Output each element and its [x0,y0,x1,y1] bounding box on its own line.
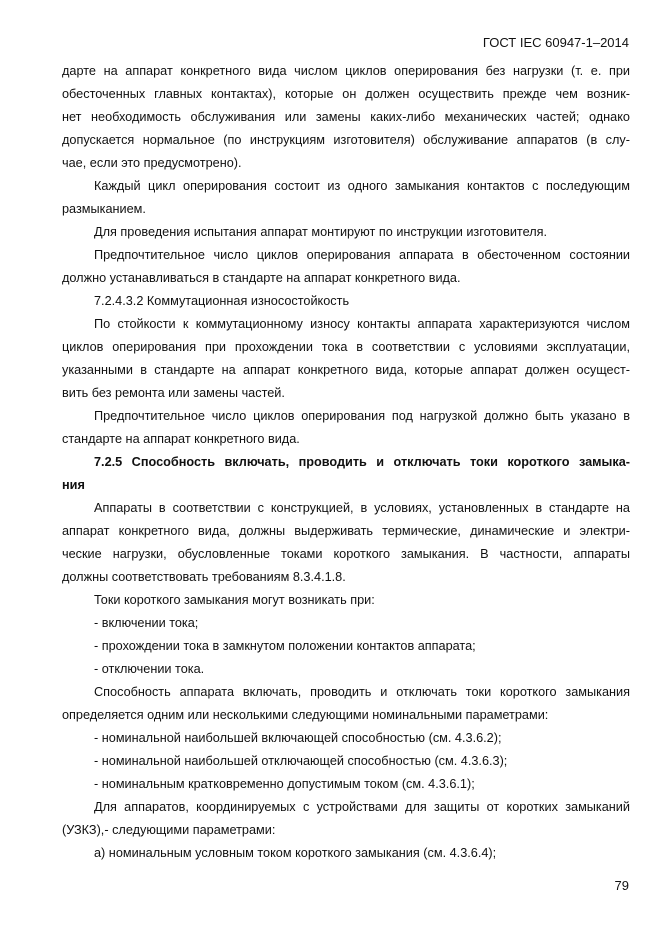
list-item: а) номинальным условным током короткого замыкания (см. 4.3.6.4); [94,846,497,860]
text-line: указанными в стандарте на аппарат конкретного вида, которые аппарат должен осущест- [62,363,630,377]
text-line: Аппараты в соответствии с конструкцией, в условиях, установленных в стандарте на [94,501,630,515]
text-line: размыканием. [62,202,146,216]
document-header: ГОСТ IEC 60947-1–2014 [482,35,629,50]
section-heading-7-2-5-continued: ния [62,478,85,492]
text-line: вить без ремонта или замены частей. [62,386,285,400]
list-item: - номинальным кратковременно допустимым током (см. 4.3.6.1); [94,777,475,791]
text-line: стандарте на аппарат конкретного вида. [62,432,300,446]
list-item: - включении тока; [94,616,199,630]
text-line: аппарат конкретного вида, должны выдерживать термические, динамические и электри- [62,524,630,538]
text-line: Предпочтительное число циклов оперирования под нагрузкой должно быть указано в [94,409,630,423]
text-line: По стойкости к коммутационному износу контакты аппарата характеризуются числом [94,317,630,331]
text-line: допускается нормальное (по инструкциям изготовителя) обслуживание аппаратов (в слу- [62,133,630,147]
text-line: циклов оперирования при прохождении тока в соответствии с условиями эксплуатации, [62,340,630,354]
text-line: Для аппаратов, координируемых с устройствами для защиты от коротких замыканий [94,800,630,814]
text-line: нет необходимость обслуживания или замены каких-либо механических частей; однако [62,110,630,124]
text-line: ческие нагрузки, обусловленные токами короткого замыкания. В частности, аппараты [62,547,630,561]
text-line: Для проведения испытания аппарат монтируют по инструкции изготовителя. [94,225,548,239]
list-item: - отключении тока. [94,662,205,676]
text-line: Токи короткого замыкания могут возникать при: [94,593,375,607]
list-item: - номинальной наибольшей включающей способностью (см. 4.3.6.2); [94,731,502,745]
list-item: - номинальной наибольшей отключающей способностью (см. 4.3.6.3); [94,754,508,768]
text-line: Предпочтительное число циклов оперирования аппарата в обесточенном состоянии [94,248,630,262]
text-line: чае, если это предусмотрено). [62,156,242,170]
page-body [62,60,630,865]
text-line: Каждый цикл оперирования состоит из одного замыкания контактов с последующим [94,179,630,193]
text-line: должны соответствовать требованиям 8.3.4.1.8. [62,570,346,584]
section-heading-7-2-4-3-2: 7.2.4.3.2 Коммутационная износостойкость [94,294,350,308]
text-line: Способность аппарата включать, проводить и отключать токи короткого замыкания [94,685,630,699]
list-item: - прохождении тока в замкнутом положении контактов аппарата; [94,639,476,653]
page-number: 79 [614,878,629,893]
text-line: должно устанавливаться в стандарте на аппарат конкретного вида. [62,271,461,285]
text-line: (УЗКЗ),- следующими параметрами: [62,823,276,837]
text-line: определяется одним или несколькими следующими номинальными параметрами: [62,708,549,722]
section-heading-7-2-5: 7.2.5 Способность включать, проводить и отключать токи короткого замыка- [94,455,630,469]
text-line: обесточенных главных контактах), которые он должен осуществить прежде чем возник- [62,87,630,101]
text-line: дарте на аппарат конкретного вида числом циклов оперирования без нагрузки (т. е. при [62,64,630,78]
